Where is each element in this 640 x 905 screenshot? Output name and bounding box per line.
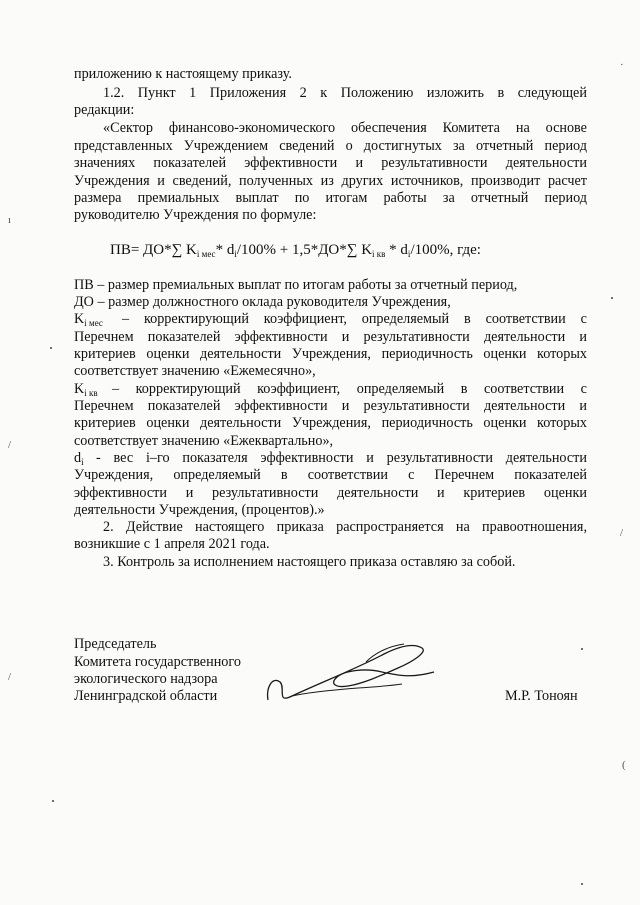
word: Положению (340, 85, 414, 101)
margin-mark: ı (8, 214, 12, 226)
quote-line-6: руководителю Учреждения по формуле: (74, 207, 317, 223)
word: и (341, 398, 350, 414)
word: деятельности (200, 415, 282, 431)
word: итогам (325, 190, 368, 206)
quote-line-5 (74, 191, 587, 205)
word: периодичность (381, 415, 473, 431)
word: показателей (514, 467, 587, 483)
margin-mark: / (620, 527, 624, 539)
word: эффективности (234, 329, 328, 345)
word: эффективности (260, 450, 354, 466)
word: в (497, 85, 505, 101)
word: деятельности (505, 450, 587, 466)
word: «Сектор (103, 120, 153, 136)
word: производит (471, 173, 541, 189)
definition-d-symbol: $d_i$ (74, 450, 84, 467)
word: 2. (103, 519, 114, 535)
word: и (157, 173, 165, 189)
word: и (437, 485, 445, 501)
word: Действие (125, 519, 183, 535)
word: работы (383, 190, 427, 206)
word: определяемый (173, 467, 261, 483)
word: и (579, 398, 587, 414)
word: в (280, 467, 288, 483)
word: которых (537, 415, 587, 431)
word: и (341, 329, 350, 345)
word: к (320, 85, 328, 101)
word: показателя (182, 450, 248, 466)
word: за (452, 138, 465, 154)
definition-kkv-symbol: $K_{i кв}$ (74, 381, 98, 398)
word: соответствии (307, 467, 388, 483)
word: эффективности (244, 155, 338, 171)
word: по (294, 190, 310, 206)
word: о (345, 138, 353, 154)
word: размера (74, 190, 122, 206)
signatory-title-3: экологического надзора (74, 671, 218, 687)
word: источников, (390, 173, 464, 189)
definition-d-line-2 (74, 468, 587, 482)
word: настоящего (195, 519, 265, 535)
word: коэффициент, (263, 311, 347, 327)
word: приказа (276, 519, 324, 535)
word: следующей (517, 85, 587, 101)
word: соответствии (483, 381, 565, 397)
word: и (185, 485, 194, 501)
word: Учреждения, (291, 346, 371, 362)
word: и (366, 450, 374, 466)
word: соответствии (485, 311, 566, 327)
scan-speck (581, 883, 583, 885)
word: - (96, 450, 101, 466)
word: критериев (463, 485, 526, 501)
definition-kmes-line-1 (122, 312, 587, 326)
paragraph-1-2 (103, 86, 587, 100)
word: деятельности (483, 329, 566, 345)
word: Комитета (442, 120, 500, 136)
word: и (355, 155, 364, 171)
definition-kkv-line-3 (74, 416, 587, 430)
margin-mark: / (8, 671, 12, 683)
word: сведений, (172, 173, 232, 189)
word: оценки (483, 346, 527, 362)
word: отчетный (475, 138, 534, 154)
word: оценки (146, 346, 190, 362)
word: Приложения (209, 85, 287, 101)
word: за (442, 190, 455, 206)
definition-kmes-line-4: соответствует значению «Ежемесячно», (74, 363, 316, 379)
word: которых (537, 346, 587, 362)
word: расчет (547, 173, 587, 189)
word: эффективности (74, 485, 167, 501)
signatory-title-1: Председатель (74, 636, 157, 652)
definition-kmes-line-2 (74, 330, 587, 344)
word: 2 (299, 85, 307, 101)
quote-line-4 (74, 174, 587, 188)
word: результативности (363, 398, 470, 414)
word: результативности (381, 155, 488, 171)
definition-pv: ПВ – размер премиальных выплат по итогам работы за отчетный период, (74, 277, 518, 293)
word: – (112, 381, 120, 397)
word: на (515, 120, 530, 136)
definition-kkv-line-1 (112, 382, 587, 396)
word: показателей (147, 398, 221, 414)
scan-speck (52, 800, 54, 802)
word: Перечнем (434, 467, 495, 483)
definition-kkv-line-2 (74, 399, 587, 413)
item-2-tail: возникшие с 1 апреля 2021 года. (74, 536, 270, 552)
scan-speck (611, 297, 613, 299)
word: деятельности (505, 155, 587, 171)
word: с (580, 381, 587, 397)
word: правоотношения, (482, 519, 587, 535)
word: с (580, 311, 587, 327)
word: в (460, 381, 468, 397)
definition-d-line-4: деятельности Учреждения, (процентов).» (74, 502, 325, 518)
word: Перечнем (74, 398, 134, 414)
word: оценки (146, 415, 190, 431)
word: оценки (543, 485, 587, 501)
definition-kmes-symbol: $K_{i мес}$ (74, 311, 103, 328)
word: деятельности (200, 346, 282, 362)
definition-kkv-line-4: соответствует значению «Ежеквартально», (74, 433, 334, 449)
margin-mark: · (620, 59, 624, 71)
paragraph-1-2-tail: редакции: (74, 102, 135, 118)
word: достигнутых (363, 138, 442, 154)
word: изложить (426, 85, 484, 101)
word: деятельности (337, 485, 419, 501)
word: корректирующий (143, 311, 249, 327)
word: корректирующий (135, 381, 241, 397)
word: в (464, 311, 471, 327)
quote-line-3 (74, 156, 587, 170)
word: критериев (74, 346, 136, 362)
signatory-title-2: Комитета государственного (74, 654, 241, 670)
word: коэффициент, (257, 381, 341, 397)
word: и (579, 329, 587, 345)
word: отчетный (470, 190, 529, 206)
word: i–го (145, 450, 170, 466)
word: период (544, 190, 587, 206)
word: представленных (74, 138, 173, 154)
word: определяемый (361, 311, 450, 327)
word: Учреждения, (291, 415, 371, 431)
word: Перечнем (74, 329, 134, 345)
intro-line: приложению к настоящему приказу. (74, 66, 292, 82)
margin-mark: / (8, 439, 12, 451)
word: периодичность (381, 346, 473, 362)
word: – (122, 311, 130, 327)
word: 1.2. (103, 85, 125, 101)
word: результативности (386, 450, 493, 466)
word: показателей (153, 155, 227, 171)
word: из (320, 173, 334, 189)
word: на (455, 519, 470, 535)
word: Учреждения, (74, 467, 154, 483)
word: критериев (74, 415, 136, 431)
word: выплат (235, 190, 279, 206)
scan-speck (581, 648, 583, 650)
word: определяемый (356, 381, 445, 397)
word: эффективности (234, 398, 328, 414)
word: Учреждением (183, 138, 269, 154)
word: основе (545, 120, 587, 136)
item-2 (103, 520, 587, 534)
word: вес (113, 450, 134, 466)
definition-kmes-line-3 (74, 347, 587, 361)
word: оценки (483, 415, 527, 431)
item-3: 3. Контроль за исполнением настоящего приказа оставляю за собой. (103, 554, 516, 570)
bonus-formula: ПВ= ДО*∑ $K_{i мес}*$ $d_i/100\% + 1,5*ДО*\sum$ $K_{i кв} * d_i/100\%$, где: (110, 242, 481, 259)
signatory-name: М.Р. Тоноян (505, 688, 578, 704)
word: деятельности (483, 398, 566, 414)
word: полученных (239, 173, 313, 189)
definition-d-line-1 (96, 451, 587, 465)
definition-d-line-3 (74, 486, 587, 500)
scan-speck (50, 347, 52, 349)
word: распространяется (336, 519, 444, 535)
word: других (341, 173, 384, 189)
word: обеспечения (351, 120, 427, 136)
word: значениях (74, 155, 136, 171)
word: результативности (212, 485, 319, 501)
margin-mark: ( (622, 759, 626, 771)
word: период (544, 138, 587, 154)
word: Учреждения (74, 173, 150, 189)
word: премиальных (137, 190, 220, 206)
word: показателей (147, 329, 221, 345)
word: финансово-экономического (168, 120, 336, 136)
word: результативности (363, 329, 470, 345)
word: Пункт (137, 85, 176, 101)
word: 1 (189, 85, 197, 101)
signatory-title-4: Ленинградской области (74, 688, 218, 704)
word: сведений (279, 138, 335, 154)
word: с (408, 467, 415, 483)
definition-do: ДО – размер должностного оклада руководителя Учреждения, (74, 294, 451, 310)
quote-line-1 (103, 121, 587, 135)
quote-line-2 (74, 139, 587, 153)
handwritten-signature (262, 638, 442, 708)
